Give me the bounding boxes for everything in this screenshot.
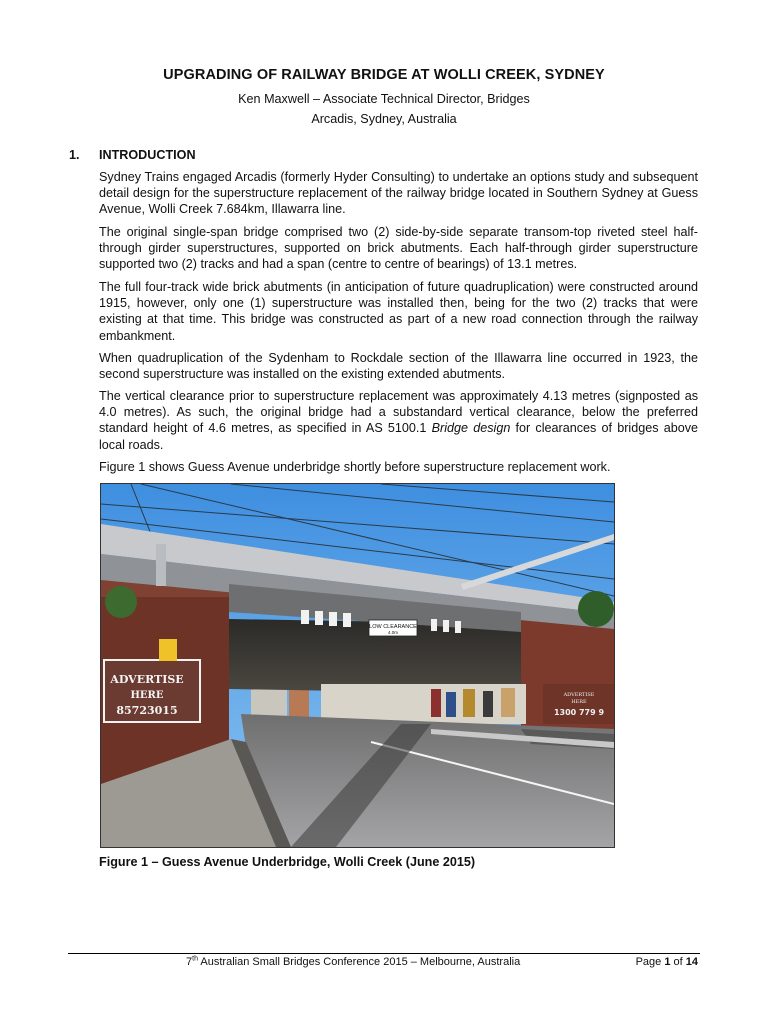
conference-ordinal: 7 [186,956,193,968]
yellow-notice [159,639,177,661]
page-of: of [670,956,686,968]
paragraph-1: Sydney Trains engaged Arcadis (formerly Hyder Consulting) to undertake an options study and subsequent detail design for the superstructure replacement of the railway bridge located in Southern Sydney at Guess Avenue, Wolli Creek 7.684km, Illawarra line. [99,170,698,217]
page-total: 14 [685,956,698,968]
footer-conference [186,956,520,968]
page-current: 1 [664,956,671,968]
conference-ordinal-suffix: th [192,955,198,963]
paragraph-clearance [99,388,698,453]
advertise-sign-right-line3: 1300 779 9 [553,708,605,717]
advertise-sign-left-line3: 85723015 [116,704,178,717]
document-title: UPGRADING OF RAILWAY BRIDGE AT WOLLI CREEK, SYDNEY [163,67,605,83]
page-label: Page [635,956,665,968]
advertise-sign-right-line1: ADVERTISE [563,692,595,698]
underpass-mural-wall [321,684,526,724]
paragraph-2: The original single-span bridge comprised two (2) side-by-side separate transom-top riveted steel half-through girder superstructures, supported on brick abutments. Each half-through girder superstructure supported two (2) tracks and had a span (centre to centre of bearings) of 13.1 metres. [99,225,698,272]
low-clearance-sign-text: LOW CLEARANCE [369,624,417,630]
advertise-sign-left-line1: ADVERTISE [110,673,184,686]
advertise-sign-right-line2: HERE [571,699,587,705]
clearance-text-end: for clearances of bridges above local roads. [99,421,699,452]
conference-name: Australian Small Bridges Conference 2015 – Melbourne, Australia [197,956,521,968]
low-clearance-sign-value: 4.0m [387,630,399,635]
clearance-text-start: The vertical clearance prior to superstructure replacement was approximately 4.13 metres (signposted as 4.0 metres). As such, the original bridge had a substandard vertical clearance, below the preferred standard height of 4.6 metres, as specified in AS 5100.1 [99,389,698,436]
advertise-sign-left-line2: HERE [130,690,164,701]
author-line: Ken Maxwell – Associate Technical Director, Bridges [238,92,530,106]
tree [105,586,137,618]
page-number [636,956,698,968]
tree [578,591,614,627]
section-number: 1. [69,148,80,162]
footer-divider [68,953,700,954]
affiliation-line: Arcadis, Sydney, Australia [311,112,457,126]
standard-name: Bridge design [431,421,511,436]
paragraph-figure-ref: Figure 1 shows Guess Avenue underbridge shortly before superstructure replacement work. [99,460,611,474]
support-column [156,544,166,586]
paragraph-4: When quadruplication of the Sydenham to Rockdale section of the Illawarra line occurred in 1923, the second superstructure was installed on the existing extended abutments. [99,351,698,382]
figure-caption: Figure 1 – Guess Avenue Underbridge, Wolli Creek (June 2015) [99,855,476,869]
paragraph-3: The full four-track wide brick abutments (in anticipation of future quadruplication) were constructed around 1915, however, only one (1) superstructure was installed then, being for the two (2) tracks that were existing at that time. This bridge was constructed as part of a new road connection through the railway embankment. [99,280,698,343]
bridge-photo [100,483,615,848]
section-title: INTRODUCTION [99,148,196,162]
